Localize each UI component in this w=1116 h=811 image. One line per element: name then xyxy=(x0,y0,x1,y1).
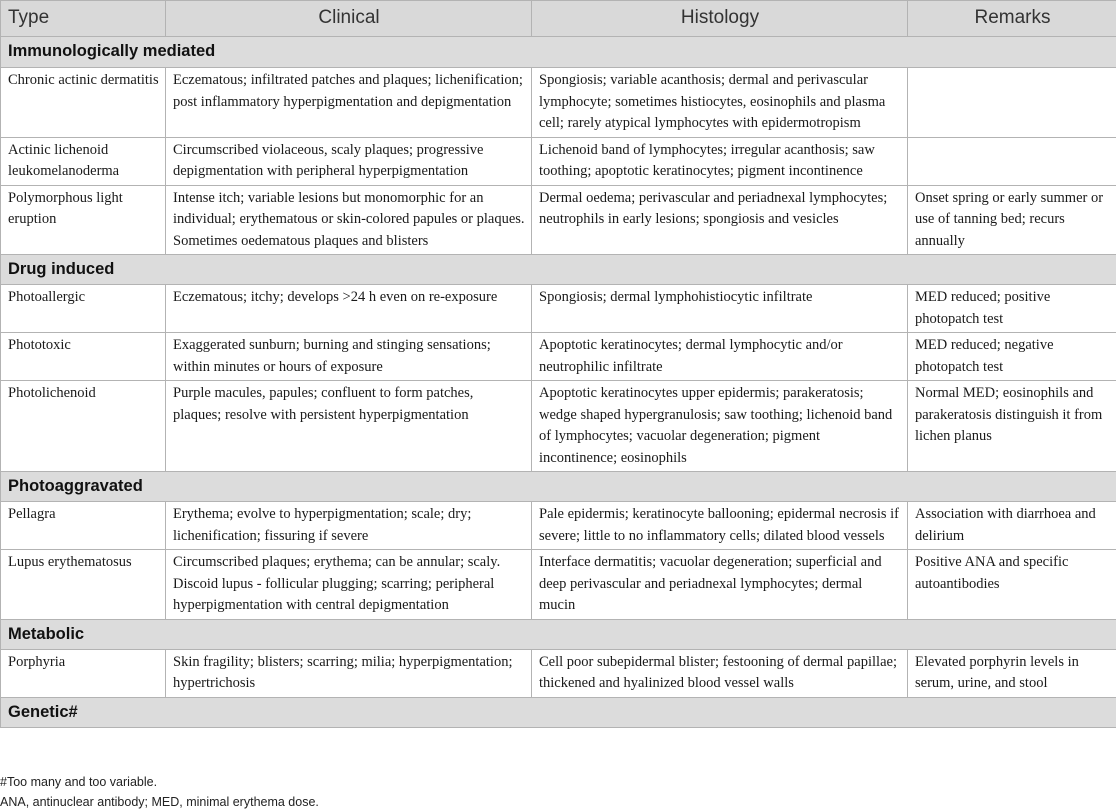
table-row xyxy=(1,333,1116,381)
cell-remarks: Normal MED; eosinophils and parakeratosis distinguish it from lichen planus xyxy=(908,381,1116,472)
footnote-abbreviations: ANA, antinuclear antibody; MED, minimal erythema dose. xyxy=(0,795,319,809)
cell-clinical: Circumscribed plaques; erythema; can be annular; scaly. Discoid lupus - follicular plugging; scarring; peripheral hyperpigmentation with central depigmentation xyxy=(166,550,532,620)
table-row xyxy=(1,185,1116,255)
cell-clinical: Eczematous; infiltrated patches and plaques; lichenification; post inflammatory hyperpigmentation and depigmentation xyxy=(166,68,532,138)
cell-remarks xyxy=(908,137,1116,185)
cell-type: Photolichenoid xyxy=(1,381,166,472)
cell-clinical: Erythema; evolve to hyperpigmentation; scale; dry; lichenification; fissuring if severe xyxy=(166,502,532,550)
table-row xyxy=(1,550,1116,620)
header-histology: Histology xyxy=(532,1,908,37)
cell-histology: Spongiosis; dermal lymphohistiocytic infiltrate xyxy=(532,285,908,333)
cell-remarks: Elevated porphyrin levels in serum, urine, and stool xyxy=(908,649,1116,697)
cell-histology: Interface dermatitis; vacuolar degeneration; superficial and deep perivascular and periadnexal lymphocytes; dermal mucin xyxy=(532,550,908,620)
cell-remarks: Association with diarrhoea and delirium xyxy=(908,502,1116,550)
header-remarks: Remarks xyxy=(908,1,1116,37)
cell-type: Actinic lichenoid leukomelanoderma xyxy=(1,137,166,185)
cell-histology: Lichenoid band of lymphocytes; irregular acanthosis; saw toothing; apoptotic keratinocytes; pigment incontinence xyxy=(532,137,908,185)
category-row xyxy=(1,255,1116,285)
table-row xyxy=(1,137,1116,185)
cell-type: Polymorphous light eruption xyxy=(1,185,166,255)
category-title: Immunologically mediated xyxy=(1,37,1116,68)
cell-remarks: Onset spring or early summer or use of tanning bed; recurs annually xyxy=(908,185,1116,255)
cell-type: Phototoxic xyxy=(1,333,166,381)
table-body xyxy=(1,37,1116,728)
cell-histology: Spongiosis; variable acanthosis; dermal and perivascular lymphocyte; sometimes histiocytes, eosinophils and plasma cell; rarely atypical lymphocytes with epidermotropism xyxy=(532,68,908,138)
category-title: Genetic# xyxy=(1,697,1116,727)
cell-remarks: Positive ANA and specific autoantibodies xyxy=(908,550,1116,620)
cell-histology: Apoptotic keratinocytes; dermal lymphocytic and/or neutrophilic infiltrate xyxy=(532,333,908,381)
cell-remarks: MED reduced; negative photopatch test xyxy=(908,333,1116,381)
table-row xyxy=(1,68,1116,138)
category-row xyxy=(1,37,1116,68)
cell-type: Lupus erythematosus xyxy=(1,550,166,620)
cell-type: Pellagra xyxy=(1,502,166,550)
cell-remarks xyxy=(908,68,1116,138)
category-row xyxy=(1,697,1116,727)
header-type: Type xyxy=(1,1,166,37)
table-row xyxy=(1,649,1116,697)
category-title: Metabolic xyxy=(1,619,1116,649)
footnote-genetic: #Too many and too variable. xyxy=(0,775,158,789)
cell-clinical: Purple macules, papules; confluent to form patches, plaques; resolve with persistent hyperpigmentation xyxy=(166,381,532,472)
cell-clinical: Circumscribed violaceous, scaly plaques; progressive depigmentation with peripheral hyperpigmentation xyxy=(166,137,532,185)
cell-clinical: Exaggerated sunburn; burning and stinging sensations; within minutes or hours of exposure xyxy=(166,333,532,381)
table-row xyxy=(1,502,1116,550)
category-row xyxy=(1,619,1116,649)
cell-histology: Apoptotic keratinocytes upper epidermis; parakeratosis; wedge shaped hypergranulosis; saw toothing; lichenoid band of lymphocytes; vacuolar degeneration; pigment incontinence; eosinophils xyxy=(532,381,908,472)
cell-type: Chronic actinic dermatitis xyxy=(1,68,166,138)
cell-remarks: MED reduced; positive photopatch test xyxy=(908,285,1116,333)
cell-histology: Dermal oedema; perivascular and periadnexal lymphocytes; neutrophils in early lesions; spongiosis and vesicles xyxy=(532,185,908,255)
table-row xyxy=(1,381,1116,472)
cell-histology: Cell poor subepidermal blister; festooning of dermal papillae; thickened and hyalinized blood vessel walls xyxy=(532,649,908,697)
cell-clinical: Skin fragility; blisters; scarring; milia; hyperpigmentation; hypertrichosis xyxy=(166,649,532,697)
cell-type: Porphyria xyxy=(1,649,166,697)
table-row xyxy=(1,285,1116,333)
category-title: Drug induced xyxy=(1,255,1116,285)
table-header-row xyxy=(1,1,1116,37)
cell-type: Photoallergic xyxy=(1,285,166,333)
cell-histology: Pale epidermis; keratinocyte ballooning; epidermal necrosis if severe; little to no inflammatory cells; dilated blood vessels xyxy=(532,502,908,550)
category-title: Photoaggravated xyxy=(1,472,1116,502)
category-row xyxy=(1,472,1116,502)
header-clinical: Clinical xyxy=(166,1,532,37)
cell-clinical: Intense itch; variable lesions but monomorphic for an individual; erythematous or skin-colored papules or plaques. Sometimes oedematous plaques and blisters xyxy=(166,185,532,255)
cell-clinical: Eczematous; itchy; develops >24 h even on re-exposure xyxy=(166,285,532,333)
